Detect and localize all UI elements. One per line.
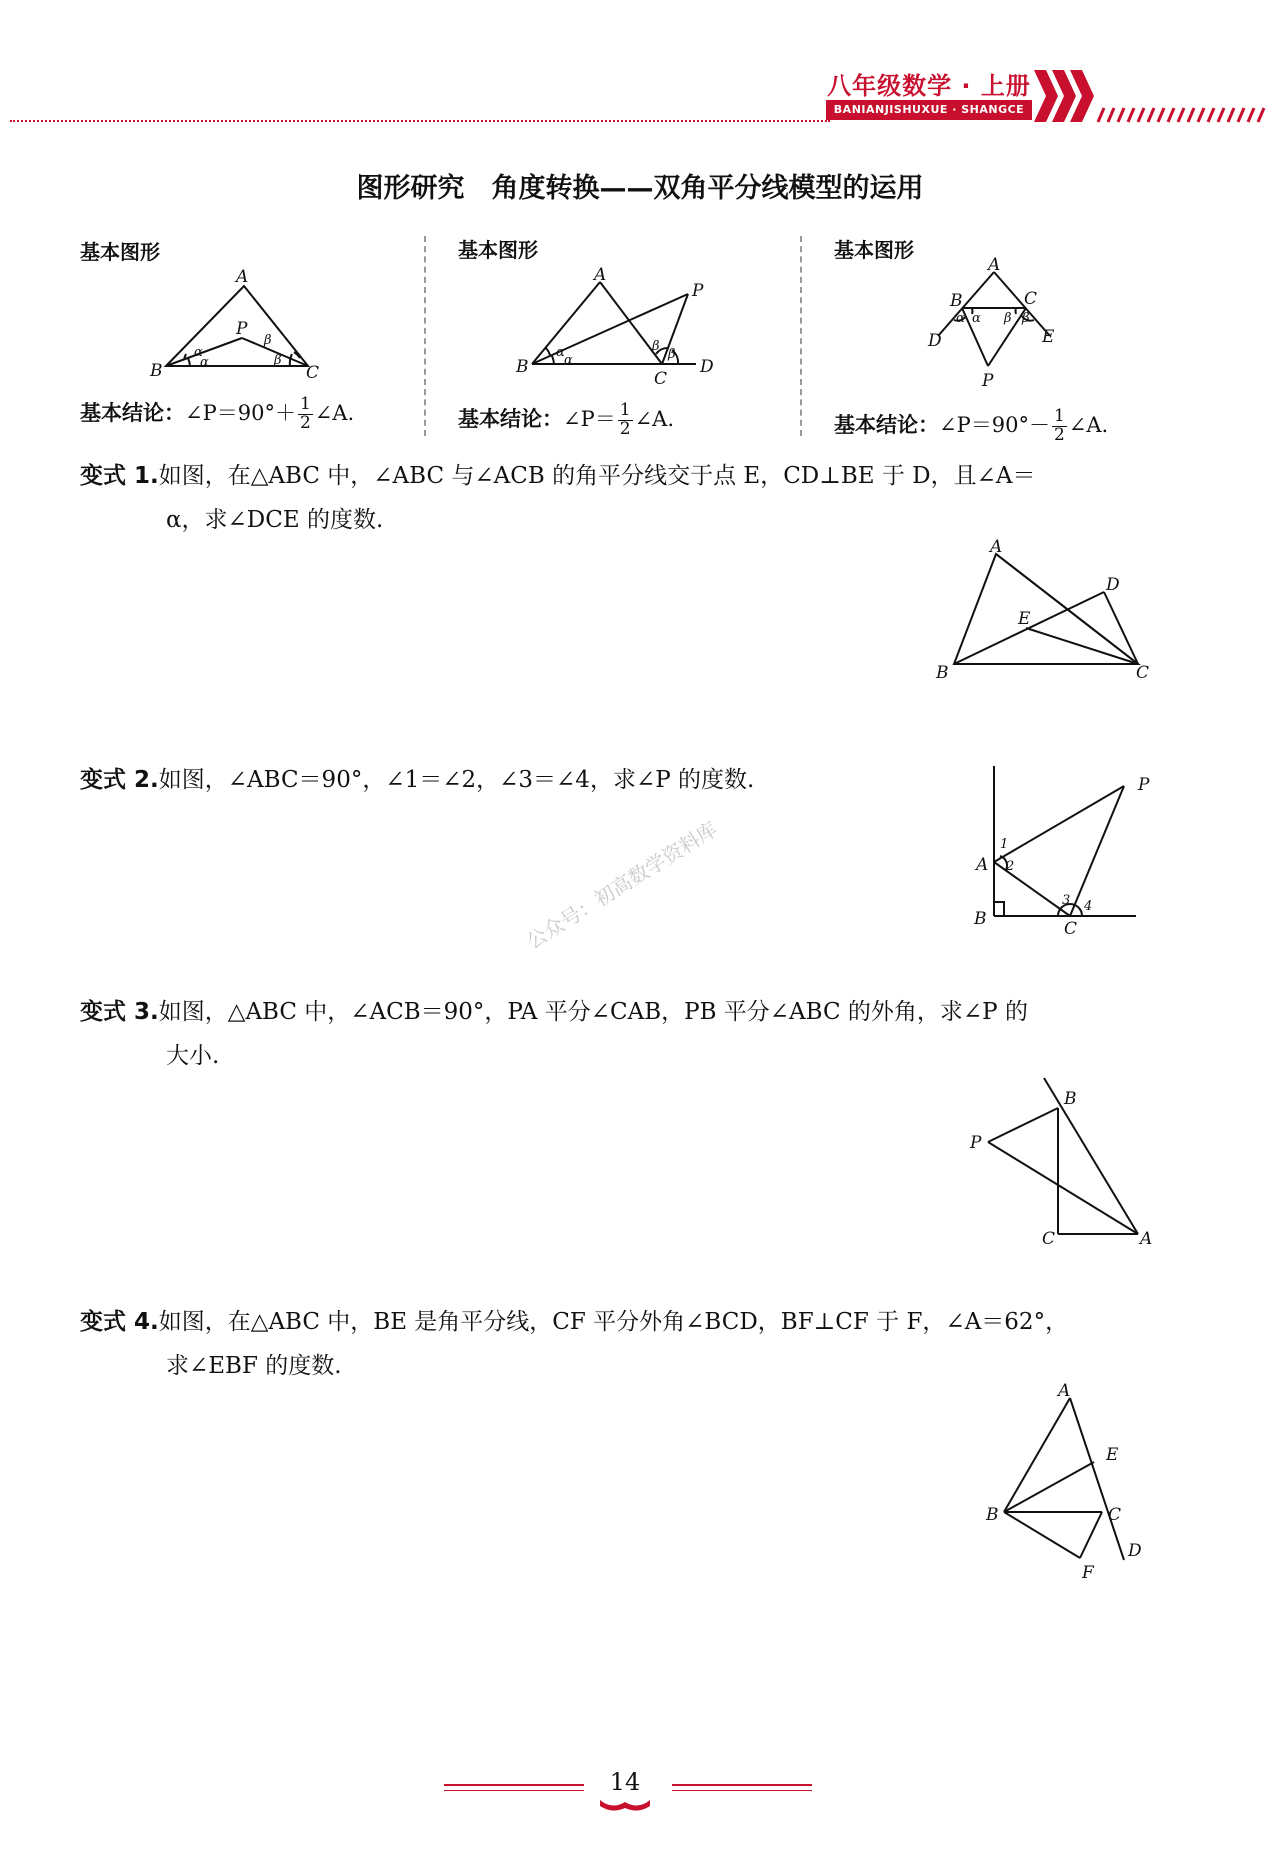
watermark: 公众号：初高数学资料库 bbox=[522, 816, 722, 954]
header-badge bbox=[826, 66, 1032, 120]
angle-1-label: 1 bbox=[1000, 837, 1009, 852]
problem-text-line1: 如图，∠ABC＝90°，∠1＝∠2，∠3＝∠4，求∠P 的度数. bbox=[158, 767, 755, 793]
point-d-label: D bbox=[700, 357, 714, 377]
footer-rule-left bbox=[444, 1784, 584, 1786]
footer-rule-left bbox=[444, 1790, 584, 1791]
problem-3 bbox=[80, 990, 1150, 1078]
angle-alpha-label: α bbox=[972, 311, 981, 326]
footer-rule-right bbox=[672, 1784, 812, 1786]
angle-beta-label: β bbox=[264, 333, 272, 348]
basic-conclusion-1 bbox=[80, 396, 354, 433]
header-dotted-rule bbox=[10, 120, 830, 122]
problem-4 bbox=[80, 1300, 1150, 1388]
angle-beta-label: β bbox=[668, 347, 676, 362]
basic-figure-2-diagram bbox=[516, 265, 716, 389]
problem-1 bbox=[80, 454, 1150, 542]
point-p-label: P bbox=[982, 371, 994, 391]
point-b-label: B bbox=[150, 361, 163, 381]
point-c-label: C bbox=[1024, 289, 1038, 309]
problem-2-diagram bbox=[960, 760, 1160, 940]
point-p-label: P bbox=[236, 319, 248, 339]
problem-label: 变式 4. bbox=[80, 1309, 159, 1335]
basic-figure-1-diagram bbox=[150, 267, 330, 383]
conclusion-prefix: 基本结论： bbox=[834, 412, 939, 437]
page-title: 图形研究 角度转换——双角平分线模型的运用 bbox=[356, 173, 924, 204]
header-chevrons-icon bbox=[1034, 70, 1094, 122]
problem-text-line2: 求∠EBF 的度数. bbox=[166, 1353, 342, 1379]
problem-1-diagram bbox=[930, 537, 1160, 683]
conclusion-rhs: ∠A. bbox=[1068, 412, 1109, 437]
angle-alpha-label: α bbox=[556, 345, 565, 360]
angle-alpha-label: α bbox=[956, 311, 965, 326]
point-c-label: C bbox=[1136, 663, 1150, 683]
basic-figure-label-2: 基本图形 bbox=[458, 238, 538, 262]
footer-rule-right bbox=[672, 1790, 812, 1791]
angle-2-label: 2 bbox=[1006, 859, 1015, 874]
header-hatch-icon bbox=[1094, 106, 1280, 122]
column-divider bbox=[800, 236, 802, 436]
point-a-label: A bbox=[1140, 1229, 1153, 1249]
problem-label: 变式 3. bbox=[80, 999, 159, 1025]
point-a-label: A bbox=[594, 265, 607, 285]
point-e-label: E bbox=[1018, 609, 1031, 629]
page-number: 14 bbox=[609, 1768, 641, 1796]
angle-beta-label: β bbox=[1004, 311, 1012, 326]
point-d-label: D bbox=[928, 331, 942, 351]
problem-label: 变式 2. bbox=[80, 767, 159, 793]
angle-alpha-label: α bbox=[200, 355, 209, 370]
angle-beta-label: β bbox=[1022, 311, 1030, 326]
point-a-label: A bbox=[988, 255, 1001, 275]
point-a-label: A bbox=[236, 267, 249, 287]
conclusion-prefix: 基本结论： bbox=[80, 400, 185, 425]
angle-alpha-label: α bbox=[194, 345, 203, 360]
book-icon bbox=[598, 1796, 652, 1812]
point-b-label: B bbox=[516, 357, 529, 377]
point-d-label: D bbox=[1106, 575, 1120, 595]
point-b-label: B bbox=[936, 663, 949, 683]
problem-text-line1: 如图，△ABC 中，∠ACB＝90°，PA 平分∠CAB，PB 平分∠ABC 的外角，求∠P 的 bbox=[158, 999, 1028, 1025]
point-f-label: F bbox=[1082, 1563, 1094, 1583]
point-b-label: B bbox=[1064, 1089, 1077, 1109]
angle-beta-label: β bbox=[652, 339, 660, 354]
point-c-label: C bbox=[1064, 919, 1078, 939]
problem-text-line2: 大小. bbox=[166, 1043, 220, 1069]
problem-3-diagram bbox=[960, 1070, 1160, 1250]
angle-3-label: 3 bbox=[1062, 893, 1071, 908]
conclusion-prefix: 基本结论： bbox=[458, 406, 563, 431]
basic-figure-3-diagram bbox=[924, 256, 1064, 394]
point-e-label: E bbox=[1042, 327, 1055, 347]
basic-figure-label-3: 基本图形 bbox=[834, 238, 914, 262]
point-c-label: C bbox=[1108, 1505, 1122, 1525]
point-a-label: A bbox=[976, 855, 989, 875]
point-a-label: A bbox=[990, 537, 1003, 557]
header-subtitle: BANIANJISHUXUE · SHANGCE bbox=[826, 100, 1032, 120]
conclusion-lhs: ∠P＝90°－ bbox=[939, 412, 1050, 437]
problem-text-line1: 如图，在△ABC 中，∠ABC 与∠ACB 的角平分线交于点 E，CD⊥BE 于 D，且∠A＝ bbox=[158, 463, 1036, 489]
point-a-label: A bbox=[1058, 1381, 1071, 1401]
conclusion-lhs: ∠P＝90°＋ bbox=[185, 400, 296, 425]
point-d-label: D bbox=[1128, 1541, 1142, 1561]
basic-conclusion-3 bbox=[834, 408, 1108, 445]
conclusion-lhs: ∠P＝ bbox=[563, 406, 616, 431]
basic-figure-label-1: 基本图形 bbox=[80, 240, 160, 264]
problem-text-line1: 如图，在△ABC 中，BE 是角平分线，CF 平分外角∠BCD，BF⊥CF 于 F，∠A＝62°， bbox=[158, 1309, 1069, 1335]
point-b-label: B bbox=[950, 291, 963, 311]
point-c-label: C bbox=[654, 369, 668, 389]
point-e-label: E bbox=[1106, 1445, 1119, 1465]
fraction-one-half: $\frac{1}{2}$ bbox=[299, 394, 311, 433]
point-b-label: B bbox=[986, 1505, 999, 1525]
problem-text-line2: α，求∠DCE 的度数. bbox=[166, 507, 384, 533]
problem-4-diagram bbox=[980, 1380, 1160, 1590]
column-divider bbox=[424, 236, 426, 436]
point-b-label: B bbox=[974, 909, 987, 929]
header-title: 八年级数学 · 上册 bbox=[827, 72, 1031, 100]
basic-conclusion-2 bbox=[458, 402, 674, 439]
point-p-label: P bbox=[1138, 775, 1150, 795]
angle-alpha-label: α bbox=[564, 353, 573, 368]
point-c-label: C bbox=[306, 363, 320, 383]
point-c-label: C bbox=[1042, 1229, 1056, 1249]
conclusion-rhs: ∠A. bbox=[314, 400, 355, 425]
problem-label: 变式 1. bbox=[80, 463, 159, 489]
point-p-label: P bbox=[970, 1133, 982, 1153]
fraction-one-half: $\frac{1}{2}$ bbox=[619, 400, 631, 439]
fraction-one-half: $\frac{1}{2}$ bbox=[1053, 406, 1065, 445]
conclusion-rhs: ∠A. bbox=[634, 406, 674, 431]
angle-4-label: 4 bbox=[1084, 899, 1093, 914]
angle-beta-label: β bbox=[274, 353, 282, 368]
point-p-label: P bbox=[692, 281, 704, 301]
